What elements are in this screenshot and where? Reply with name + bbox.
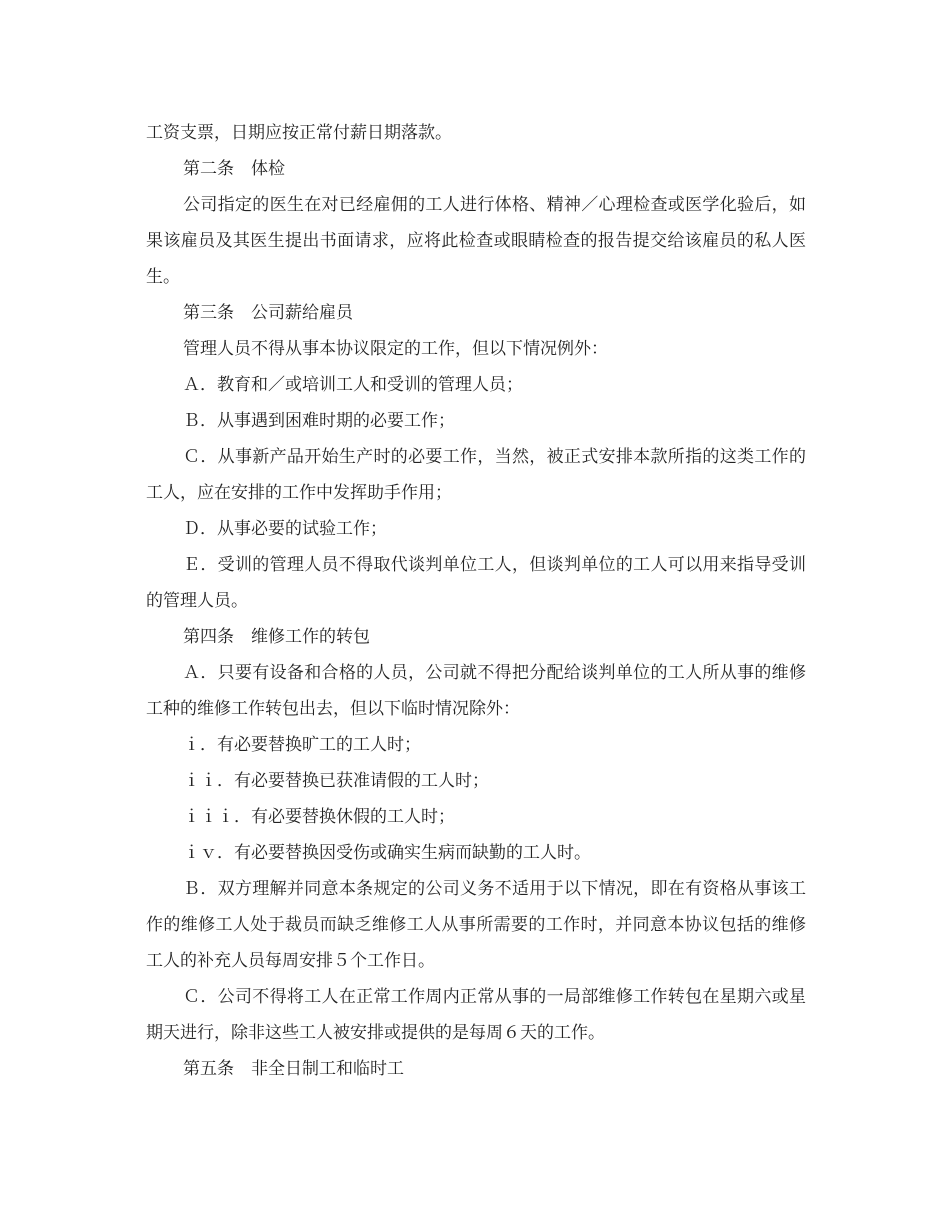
paragraph: 管理人员不得从事本协议限定的工作，但以下情况例外： — [183, 339, 608, 359]
list-item: Ｂ．双方理解并同意本条规定的公司义务不适用于以下情况，即在有资格从事该工作的维修工人处于裁员而缺乏维修工人从事所需要的工作时，并同意本协议包括的维修工人的补充人员每周安排５个工作日。 — [146, 879, 806, 971]
paragraph: 公司指定的医生在对已经雇佣的工人进行体格、精神／心理检查或医学化验后，如果该雇员及其医生提出书面请求，应将此检查或眼睛检查的报告提交给该雇员的私人医生。 — [146, 195, 806, 287]
sub-list-item: ｉｖ．有必要替换因受伤或确实生病而缺勤的工人时。 — [183, 843, 591, 863]
article-3-heading: 第三条 公司薪给雇员 — [183, 303, 353, 323]
paragraph-continuation: 工资支票，日期应按正常付薪日期落款。 — [146, 123, 452, 143]
list-item: Ｃ．公司不得将工人在正常工作周内正常从事的一局部维修工作转包在星期六或星期天进行，除非这些工人被安排或提供的是每周６天的工作。 — [146, 987, 806, 1043]
article-5-heading: 第五条 非全日制工和临时工 — [183, 1059, 404, 1079]
list-item: Ｂ．从事遇到困难时期的必要工作； — [183, 411, 455, 431]
list-item: Ｄ．从事必要的试验工作； — [183, 519, 387, 539]
list-item: Ｅ．受训的管理人员不得取代谈判单位工人，但谈判单位的工人可以用来指导受训的管理人员。 — [146, 555, 806, 611]
sub-list-item: ｉ．有必要替换旷工的工人时； — [183, 735, 421, 755]
list-item: Ａ．教育和／或培训工人和受训的管理人员； — [183, 375, 523, 395]
document-page — [146, 115, 806, 1087]
sub-list-item: ｉｉｉ．有必要替换休假的工人时； — [183, 807, 455, 827]
article-2-heading: 第二条 体检 — [183, 159, 285, 179]
list-item: Ｃ．从事新产品开始生产时的必要工作，当然，被正式安排本款所指的这类工作的工人，应在安排的工作中发挥助手作用； — [146, 447, 806, 503]
article-4-heading: 第四条 维修工作的转包 — [183, 627, 370, 647]
sub-list-item: ｉｉ．有必要替换已获准请假的工人时； — [183, 771, 489, 791]
list-item: Ａ．只要有设备和合格的人员，公司就不得把分配给谈判单位的工人所从事的维修工种的维修工作转包出去，但以下临时情况除外： — [146, 663, 806, 719]
